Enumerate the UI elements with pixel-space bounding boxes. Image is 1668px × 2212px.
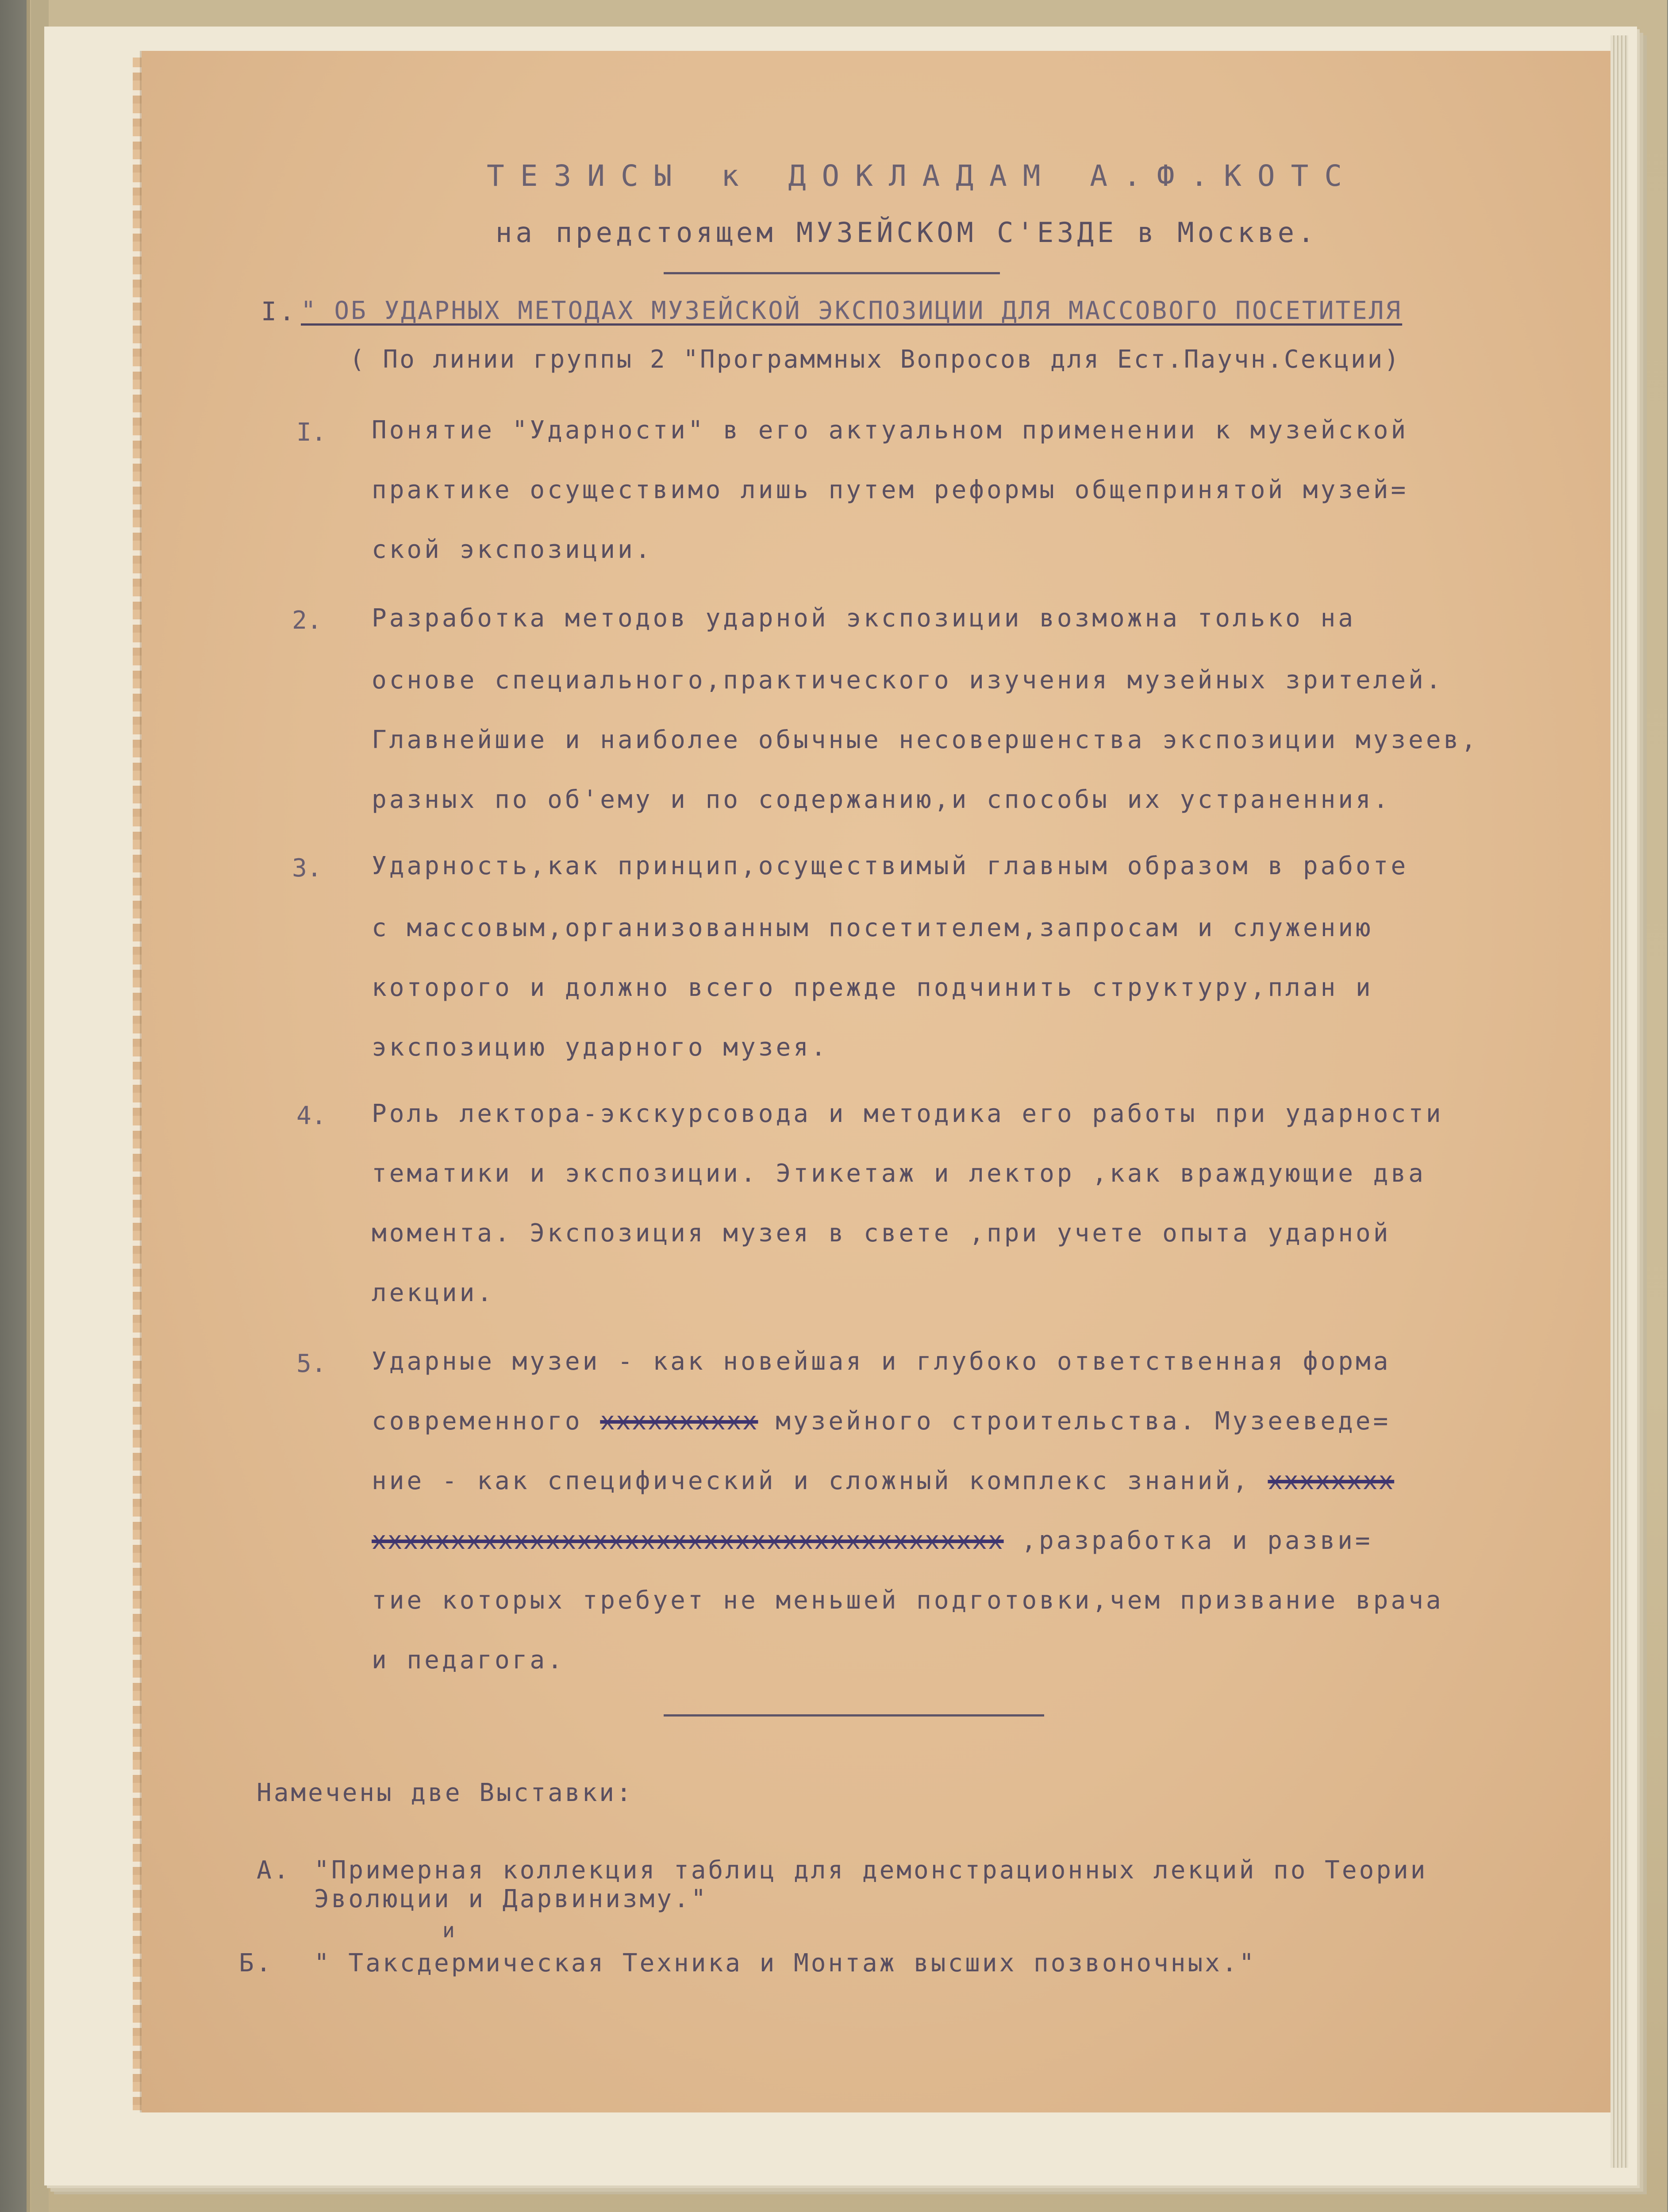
document-subtitle: на предстоящем МУЗЕЙСКОМ С'ЕЗДЕ в Москве. — [496, 216, 1318, 249]
thesis-line — [372, 1409, 1391, 1434]
typewritten-sheet — [142, 51, 1610, 2112]
thesis-line: которого и должно всего прежде подчинить структуру,план и — [372, 973, 1373, 1002]
thesis-line: тематики и экспозиции. Этикетаж и лектор ,как враждующие два — [372, 1159, 1426, 1188]
thesis-line: Ударность,как принцип,осуществимый главным образом в работе — [372, 852, 1409, 880]
thesis-number: 5. — [296, 1349, 327, 1378]
thesis-line: лекции. — [372, 1279, 495, 1307]
thesis-line: Понятие "Ударности" в его актуальном применении к музейской — [372, 416, 1409, 445]
section-note: ( По линии группы 2 "Программных Вопросов для Ест.Паучн.Секции) — [350, 345, 1401, 374]
thesis-line: разных по об'ему и по содержанию,и способы их устраненния. — [372, 785, 1391, 814]
struck-out-text: хххххххххх — [600, 1407, 758, 1436]
exhibition-conjunction: и — [442, 1918, 457, 1942]
exhibition-a-line: "Примерная коллекция таблиц для демонстрационных лекций по Теории — [314, 1856, 1428, 1885]
section-number: I. — [261, 296, 297, 326]
thesis-line: Главнейшие и наиболее обычные несовершенства экспозиции музеев, — [372, 726, 1479, 754]
thesis-line — [372, 1469, 1394, 1494]
thesis-text: ,разработка и разви= — [1021, 1526, 1373, 1555]
thesis-line: с массовым,организованным посетителем,запросам и служению — [372, 914, 1373, 942]
paper-stack-edge — [1610, 35, 1628, 2168]
thesis-line: и педагога. — [372, 1646, 565, 1674]
thesis-text: современного — [372, 1407, 583, 1436]
struck-out-text: хххххххххххххххххххххххххххххххххххххххх — [372, 1526, 1004, 1555]
thesis-number: 3. — [292, 854, 322, 883]
thesis-line: Ударные музеи - как новейшая и глубоко ответственная форма — [372, 1347, 1391, 1376]
thesis-line — [372, 1528, 1373, 1553]
exhibitions-intro: Намечены две Выставки: — [257, 1778, 634, 1807]
exhibition-b-label: Б. — [239, 1949, 273, 1978]
exhibition-a-line: Эволюции и Дарвинизму." — [314, 1885, 708, 1913]
thesis-line: момента. Экспозиция музея в свете ,при учете опыта ударной — [372, 1219, 1391, 1248]
thesis-line: ской экспозиции. — [372, 535, 653, 564]
thesis-number: 2. — [292, 606, 322, 635]
thesis-number: I. — [296, 418, 327, 447]
struck-out-text: хххххххх — [1268, 1467, 1395, 1495]
closing-rule — [664, 1714, 1044, 1717]
exhibition-b-line: " Таксдермическая Техника и Монтаж высших позвоночных." — [314, 1949, 1257, 1978]
thesis-line: основе специального,практического изучения музейных зрителей. — [372, 666, 1444, 695]
thesis-text: музейного строительства. Музееведе= — [776, 1407, 1391, 1436]
thesis-line: Разработка методов ударной экспозиции возможна только на — [372, 604, 1356, 633]
exhibition-a-label: А. — [257, 1856, 291, 1885]
thesis-line: экспозицию ударного музея. — [372, 1033, 829, 1062]
document-title: ТЕЗИСЫ к ДОКЛАДАМ А.Ф.КОТС — [487, 159, 1358, 193]
title-rule — [664, 272, 1000, 274]
thesis-text: ние - как специфический и сложный комплекс знаний, — [372, 1467, 1250, 1495]
thesis-line: Роль лектора-экскурсовода и методика его работы при ударности — [372, 1099, 1444, 1128]
section-title: " ОБ УДАРНЫХ МЕТОДАХ МУЗЕЙСКОЙ ЭКСПОЗИЦИИ ДЛЯ МАССОВОГО ПОСЕТИТЕЛЯ — [301, 296, 1403, 325]
thesis-line: тие которых требует не меньшей подготовки,чем призвание врача — [372, 1586, 1444, 1615]
thesis-number: 4. — [296, 1102, 327, 1130]
thesis-line: практике осуществимо лишь путем реформы общепринятой музей= — [372, 476, 1409, 504]
